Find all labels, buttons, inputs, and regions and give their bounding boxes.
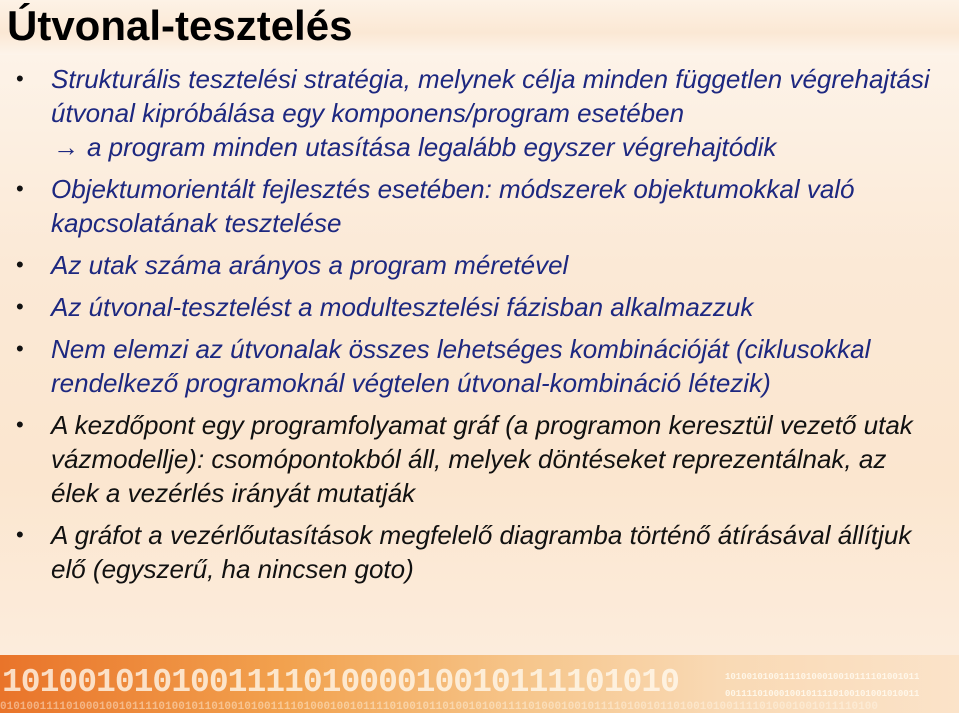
bullet-text: Objektumorientált fejlesztés esetében: módszerek objektumokkal való kapcsolatának tesztelése bbox=[51, 174, 855, 238]
bullet-item bbox=[0, 290, 959, 324]
bullet-marker: • bbox=[16, 522, 24, 547]
bullet-text: Az utak száma arányos a program méretével bbox=[51, 250, 569, 280]
binary-footer-small-top: 101001010011110100010010111101001011 bbox=[725, 672, 920, 682]
bullet-item bbox=[0, 62, 959, 164]
bullet-arrow-line bbox=[51, 130, 939, 164]
bullet-text: Strukturális tesztelési stratégia, melynek célja minden független végrehajtási útvonal kipróbálása egy komponens/program esetében bbox=[51, 64, 930, 128]
bullet-marker: • bbox=[16, 66, 24, 91]
bullet-item bbox=[0, 248, 959, 282]
bullet-marker: • bbox=[16, 412, 24, 437]
bullet-item bbox=[0, 408, 959, 510]
bullet-marker: • bbox=[16, 336, 24, 361]
bullet-text: A kezdőpont egy programfolyamat gráf (a programon keresztül vezető utak vázmodellje): csomópontokból áll, melyek döntéseket reprezentálnak, az élek a vezérlés irányát mutatják bbox=[51, 410, 913, 508]
bullet-text: A gráfot a vezérlőutasítások megfelelő diagramba történő átírásával állítjuk elő (egyszerű, ha nincsen goto) bbox=[51, 520, 912, 584]
bullet-marker: • bbox=[16, 294, 24, 319]
bullet-marker: • bbox=[16, 176, 24, 201]
bullet-marker: • bbox=[16, 252, 24, 277]
bullet-list bbox=[0, 62, 959, 594]
slide-title: Útvonal-tesztelés bbox=[7, 2, 353, 49]
bullet-arrow-text: a program minden utasítása legalább egyszer végrehajtódik bbox=[87, 132, 777, 162]
binary-footer-faint-row: 0101001111010001001011110100101101001010011110100010010111101001011010010100111101000100101111010010110100101001111010001001011110100 bbox=[0, 701, 878, 713]
bullet-item bbox=[0, 172, 959, 240]
bullet-item bbox=[0, 518, 959, 586]
binary-footer-large: 101001010100111101000010010111101010 bbox=[2, 664, 679, 701]
binary-footer-banner bbox=[0, 655, 959, 713]
bullet-text: Az útvonal-tesztelést a modultesztelési fázisban alkalmazzuk bbox=[51, 292, 754, 322]
bullet-item bbox=[0, 332, 959, 400]
binary-footer-small-bottom: 001111010001001011110100101001010011 bbox=[725, 689, 920, 699]
bullet-text: Nem elemzi az útvonalak összes lehetséges kombinációját (ciklusokkal rendelkező programoknál végtelen útvonal-kombináció létezik) bbox=[51, 334, 871, 398]
arrow-right-icon: → bbox=[53, 132, 79, 162]
